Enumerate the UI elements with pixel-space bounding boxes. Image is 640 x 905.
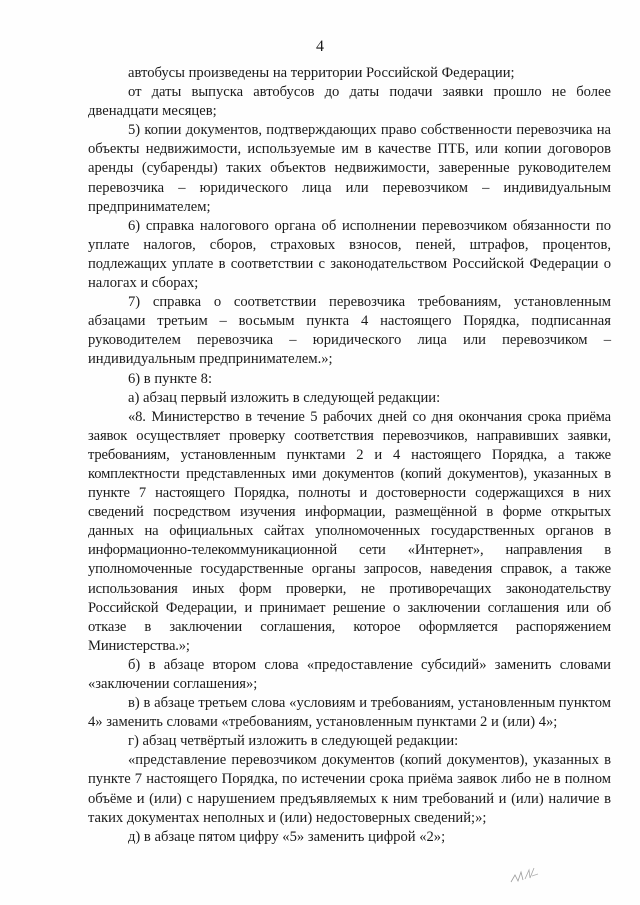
paragraph: «представление перевозчиком документов (копий документов), указанных в пункте 7 настоящего Порядка, по истечении срока приёма заявок либо не в полном объёме и (или) с нарушением предъявляемых к ним требований и (или) наличие в таких документах неполных и (или) недостоверных сведений;»;	[88, 752, 611, 826]
paragraph: от даты выпуска автобусов до даты подачи заявки прошло не более двенадцати месяцев;	[88, 84, 611, 120]
paragraph: «8. Министерство в течение 5 рабочих дней со дня окончания срока приёма заявок осуществляет проверку соответствия перевозчиков, направивших заявки, требованиям, установленным пунктами 2 и 4 настоящего Порядка, а также комплектности представленных ими документов (копий документов), указанных в пункте 7 настоящего Порядка, полноты и достоверности содержащихся в них сведений посредством изучения информации, размещённой в форме открытых данных на официальных сайтах уполномоченных государственных органов в информационно-телекоммуникационной сети «Интернет», направления в уполномоченные государственные органы запросов, наведения справок, а также использования иных форм проверки, не противоречащих законодательству Российской Федерации, и принимает решение о заключении соглашения или об отказе в заключении соглашения, которое оформляется распоряжением Министерства.»;	[88, 408, 611, 654]
paragraph: в) в абзаце третьем слова «условиям и требованиям, установленным пунктом 4» заменить словами «требованиям, установленным пунктами 2 и (или) 4»;	[88, 695, 611, 731]
paragraph: а) абзац первый изложить в следующей редакции:	[128, 389, 441, 406]
paragraph: г) абзац четвёртый изложить в следующей редакции:	[128, 733, 459, 750]
paragraph: 6) в пункте 8:	[128, 370, 213, 387]
paragraph: б) в абзаце втором слова «предоставление субсидий» заменить словами «заключении соглашения»;	[88, 656, 611, 692]
handwritten-mark	[508, 862, 544, 888]
paragraph: д) в абзаце пятом цифру «5» заменить цифрой «2»;	[128, 828, 446, 845]
paragraph: 6) справка налогового органа об исполнении перевозчиком обязанности по уплате налогов, сборов, страховых взносов, пеней, штрафов, процентов, подлежащих уплате в соответствии с законодательством Российской Федерации о налогах и сборах;	[88, 217, 611, 292]
paragraph: 7) справка о соответствии перевозчика требованиям, установленным абзацами третьим – восьмым пункта 4 настоящего Порядка, подписанная руководителем перевозчика – юридического лица или перевозчиком – индивидуальным предпринимателем.»;	[88, 294, 611, 368]
page-number: 4	[316, 38, 324, 55]
paragraph: автобусы произведены на территории Российской Федерации;	[128, 65, 515, 81]
document-body	[88, 64, 611, 847]
paragraph: 5) копии документов, подтверждающих право собственности перевозчика на объекты недвижимости, используемые им в качестве ПТБ, или копии договоров аренды (субаренды) таких объектов недвижимости, заверенные руководителем перевозчика – юридического лица или перевозчиком – индивидуальным предпринимателем;	[88, 122, 611, 215]
